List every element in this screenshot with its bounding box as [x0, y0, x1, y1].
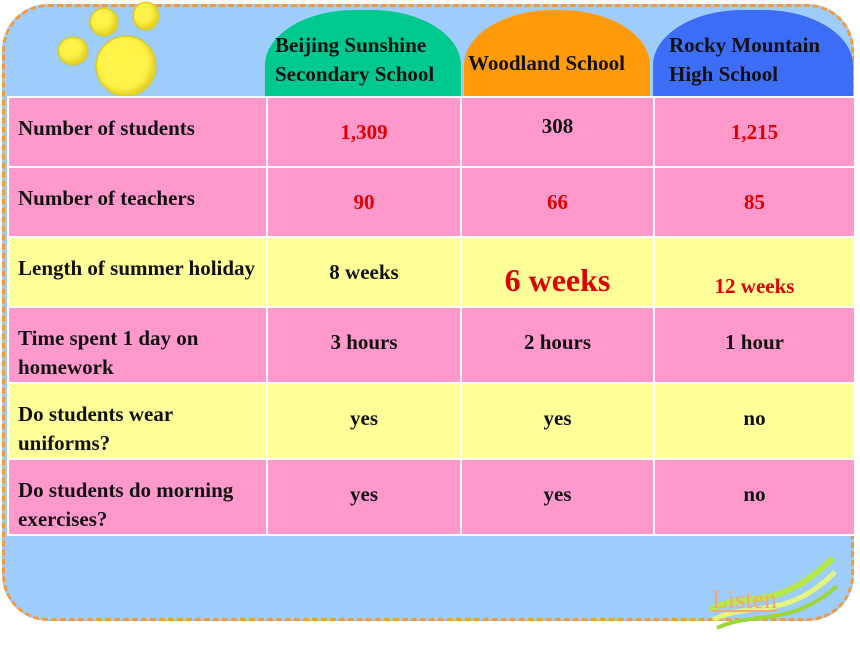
row-label: Do students wear uniforms?: [8, 383, 267, 459]
table-cell: 12 weeks: [654, 237, 855, 307]
table-row: [8, 459, 855, 535]
table-row: [8, 383, 855, 459]
table-cell: 1,215: [654, 97, 855, 167]
row-label: Number of students: [8, 97, 267, 167]
table-cell: 85: [654, 167, 855, 237]
table-row: [8, 167, 855, 237]
table-row: [8, 97, 855, 167]
table-cell: yes: [461, 383, 654, 459]
row-label: Time spent 1 day on homework: [8, 307, 267, 383]
sun-circle-small-3: [58, 37, 88, 65]
table-cell: 6 weeks: [461, 237, 654, 307]
table-cell: yes: [267, 383, 461, 459]
table-cell: 2 hours: [461, 307, 654, 383]
table-cell: 90: [267, 167, 461, 237]
sun-circle-large: [96, 36, 156, 96]
table-cell: 8 weeks: [267, 237, 461, 307]
table-cell: 3 hours: [267, 307, 461, 383]
school-name: Woodland School: [468, 50, 625, 75]
table-cell: 66: [461, 167, 654, 237]
school-name: Beijing Sunshine Secondary School: [275, 33, 435, 86]
row-label: Do students do morning exercises?: [8, 459, 267, 535]
sun-circle-small-2: [133, 2, 159, 30]
row-label: Length of summer holiday: [8, 237, 267, 307]
sun-circle-small-1: [90, 8, 118, 36]
table-cell: no: [654, 383, 855, 459]
table-row: [8, 307, 855, 383]
listen-button[interactable]: Listen: [712, 585, 777, 614]
table-cell: 1 hour: [654, 307, 855, 383]
table-row: [8, 237, 855, 307]
table-cell: no: [654, 459, 855, 535]
table-cell: yes: [267, 459, 461, 535]
school-name: Rocky Mountain High School: [669, 33, 821, 86]
row-label: Number of teachers: [8, 167, 267, 237]
table-cell: 1,309: [267, 97, 461, 167]
table-cell: 308: [461, 97, 654, 167]
table-cell: yes: [461, 459, 654, 535]
comparison-table: [7, 96, 856, 536]
